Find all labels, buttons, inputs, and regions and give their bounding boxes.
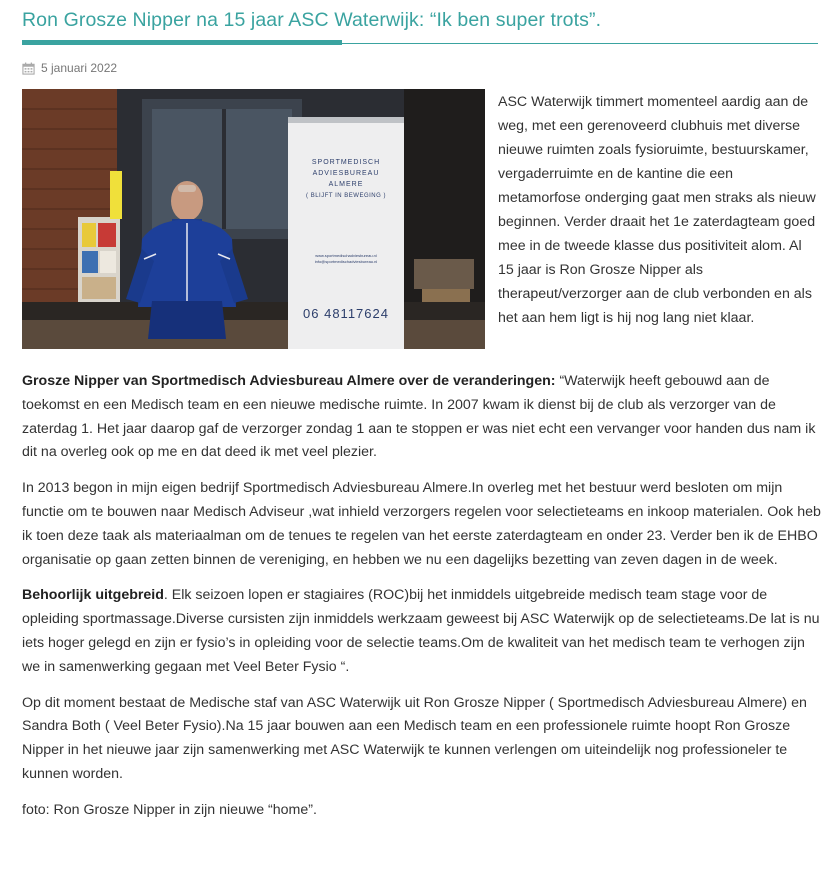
article-date — [22, 61, 117, 75]
photo-caption: foto: Ron Grosze Nipper in zijn nieuwe “home”. — [22, 801, 317, 818]
paragraph-1-text: “Waterwijk heeft gebouwd aan de toekomst en een Medisch team en een nieuwe medische ruimte. In 2007 kwam ik dienst bij de club als verzorger van de zaterdag 1. Het jaar daarop gaf de verzorger zondag 1 aan te stoppen er was niet echt een vervanger voor handen dus nam ik dit na overleg ook op me en dat deed ik met veel plezier. — [22, 373, 816, 461]
paragraph-3-lead: Behoorlijk uitgebreid — [22, 587, 164, 604]
article-body — [22, 370, 822, 835]
paragraph-4: Op dit moment bestaat de Medische staf van ASC Waterwijk uit Ron Grosze Nipper ( Sportmedisch Adviesbureau Almere) en Sandra Both ( Veel Beter Fysio).Na 15 jaar bouwen aan een Medisch team en een professionele ruimte hoopt Ron Grosze Nipper in het nieuwe jaar zijn samenwerking met ASC Waterwijk te kunnen verlengen om uiteindelijk nog professioneler te kunnen worden. — [22, 694, 807, 782]
paragraph-1-lead: Grosze Nipper van Sportmedisch Adviesbureau Almere over de veranderingen: — [22, 373, 556, 389]
banner-phone: 06 48117624 — [303, 306, 389, 321]
paragraph-3 — [22, 584, 822, 679]
paragraph-3-text: . Elk seizoen lopen er stagiaires (ROC)bij het inmiddels uitgebreide medisch team stage voor de opleiding sportmassage.Diverse cursisten zijn inmiddels werkzaam geweest bij ASC Waterwijk op de selectieteams.De lat is nu iets hoger gelegd en zijn er fysio’s in opleiding voor de selectie teams.Om de kwaliteit van het medisch team te verhogen zijn we in samenwerking gegaan met Veel Beter Fysio “. — [22, 587, 820, 675]
banner-line-4: ( BLIJFT IN BEWEGING ) — [306, 193, 386, 199]
article-photo — [22, 89, 485, 349]
banner-url-1: www.sportmedischadviesbureau.nl — [315, 253, 377, 258]
banner-line-1: SPORTMEDISCH — [311, 159, 381, 166]
banner-line-3: ALMERE — [328, 181, 364, 188]
article-date-text: 5 januari 2022 — [41, 61, 118, 75]
calendar-icon — [22, 62, 35, 75]
banner-url-2: info@sportmedischadviesbureau.nl — [314, 259, 378, 264]
intro-paragraph: ASC Waterwijk timmert momenteel aardig aan de weg, met een gerenoveerd clubhuis met diverse nieuwe ruimten zoals fysioruimte, bestuurskamer, vergaderruimte en de kantine die een metamorfose onderging gaat men straks als nieuw beginnen. Verder draait het 1e zaterdagteam goed mee in de tweede klasse dus positiviteit alom. Al 15 jaar is Ron Grosze Nipper als therapeut/verzorger aan de club verbonden en als het aan hem ligt is hij nog lang niet klaar. — [498, 94, 816, 326]
paragraph-2: In 2013 begon in mijn eigen bedrijf Sportmedisch Adviesbureau Almere.In overleg met het bestuur werd besloten om mijn functie om te bouwen naar Medisch Adviseur ,wat inhield verzorgers regelen voor selectieteams en inkoop materialen. Ook heb ik toen deze taak als materiaalman om de tenues te regelen van het eerste zaterdagteam en onder 23. Verder ben ik de EHBO organisatie op gaan zetten binnen de vereniging, en hebben we nu een dagelijks bezetting van zeven dagen in de week. — [22, 480, 821, 568]
photo-scene — [22, 89, 485, 349]
article-title: Ron Grosze Nipper na 15 jaar ASC Waterwijk: “Ik ben super trots”. — [22, 9, 602, 31]
paragraph-1 — [22, 370, 822, 465]
title-divider-accent — [22, 40, 342, 45]
banner-line-2: ADVIESBUREAU — [312, 170, 380, 177]
